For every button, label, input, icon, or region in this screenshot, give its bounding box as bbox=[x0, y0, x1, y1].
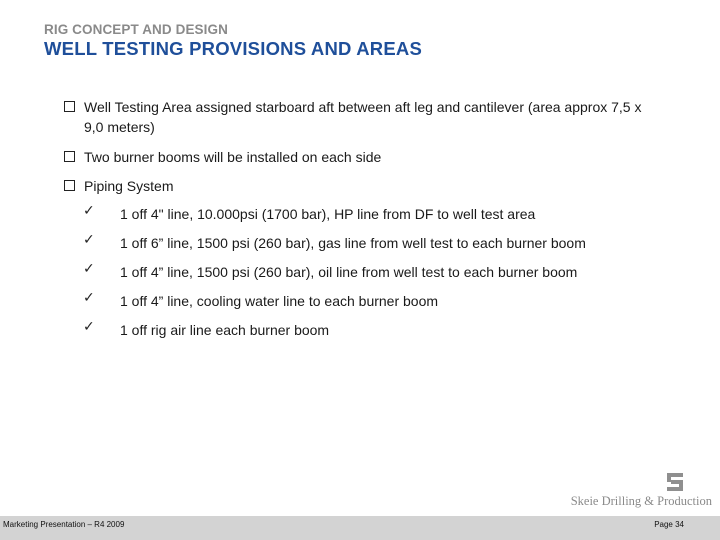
check-item-text: 1 off 4" line, 10.000psi (1700 bar), HP line from DF to well test area bbox=[120, 206, 536, 222]
square-bullet-icon bbox=[64, 101, 75, 112]
check-item-text: 1 off 6” line, 1500 psi (260 bar), gas line from well test to each burner boom bbox=[120, 235, 586, 251]
bullet-text: Two burner booms will be installed on each side bbox=[84, 149, 382, 165]
square-bullet-icon bbox=[64, 180, 75, 191]
check-item-text: 1 off rig air line each burner boom bbox=[120, 322, 330, 338]
company-logo bbox=[556, 468, 716, 512]
checkmark-icon: ✓ bbox=[83, 203, 95, 219]
checkmark-icon: ✓ bbox=[83, 232, 95, 248]
skeie-logo-mark-icon bbox=[665, 471, 687, 493]
check-item-text: 1 off 4” line, 1500 psi (260 bar), oil line from well test to each burner boom bbox=[120, 264, 578, 280]
section-subtitle: RIG CONCEPT AND DESIGN bbox=[44, 22, 228, 37]
check-item-text: 1 off 4” line, cooling water line to each burner boom bbox=[120, 293, 439, 309]
checkmark-icon: ✓ bbox=[83, 290, 95, 306]
slide-title: WELL TESTING PROVISIONS AND AREAS bbox=[44, 38, 423, 59]
footer-bar bbox=[0, 516, 720, 540]
logo-text: Skeie Drilling & Production bbox=[570, 494, 712, 508]
checkmark-icon: ✓ bbox=[83, 261, 95, 277]
square-bullet-icon bbox=[64, 151, 75, 162]
checkmark-icon: ✓ bbox=[83, 319, 95, 335]
footer-presentation-label: Marketing Presentation – R4 2009 bbox=[3, 520, 125, 529]
footer-page-number: Page 34 bbox=[654, 520, 684, 529]
bullet-text: Well Testing Area assigned starboard aft between aft leg and cantilever (area approx 7,5 x 9,0 meters) bbox=[84, 99, 642, 135]
bullet-text: Piping System bbox=[84, 178, 174, 194]
